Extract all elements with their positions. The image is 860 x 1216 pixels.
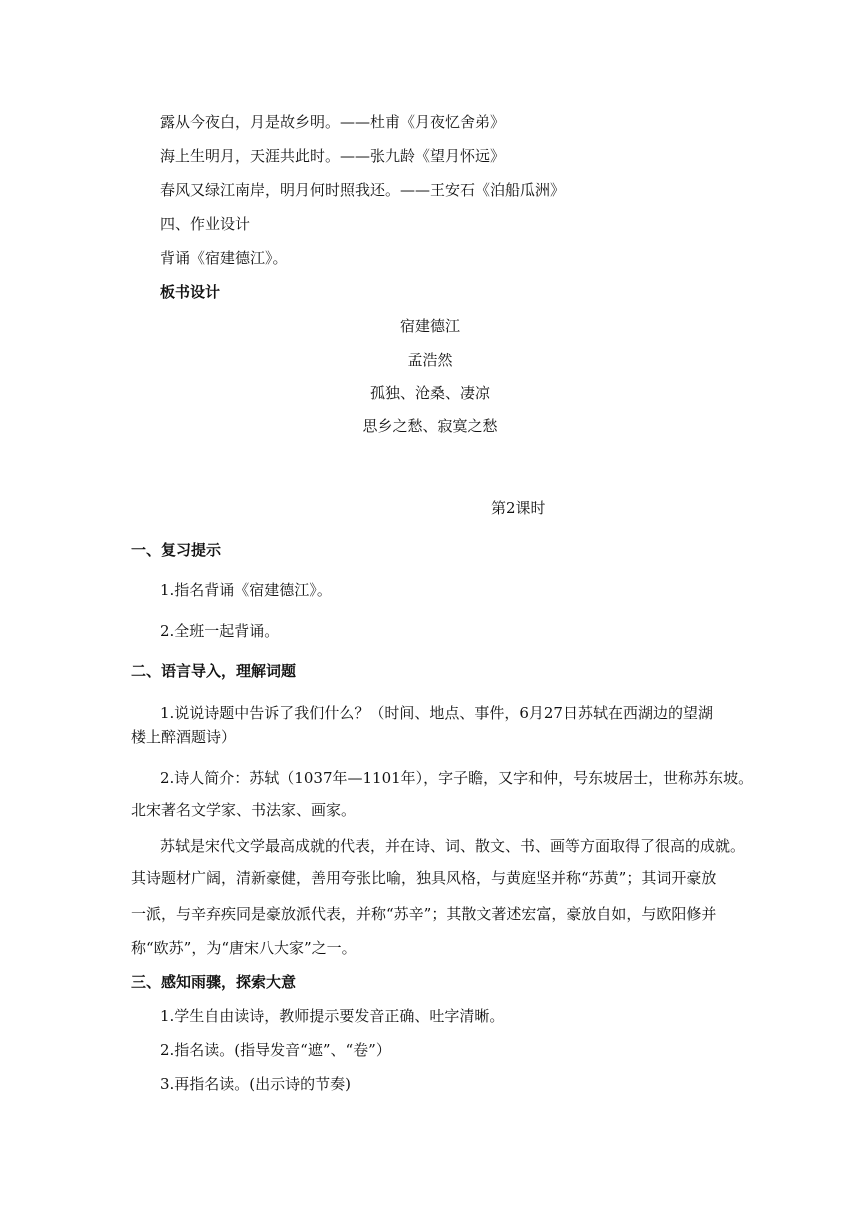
poet-bio-line: 2.诗人简介：苏轼（1037年—1101年），字子瞻，又字和仲，号东坡居士，世称苏东坡。 (160, 769, 754, 787)
intro-item-line: 楼上醉酒题诗） (131, 728, 237, 746)
poet-paragraph-line: 称“欧苏”，为“唐宋八大家”之一。 (131, 939, 357, 957)
poet-bio-line: 北宋著名文学家、书法家、画家。 (131, 801, 357, 819)
poet-paragraph-line: 一派，与辛弃疾同是豪放派代表，并称“苏辛”；其散文著述宏富，豪放自如，与欧阳修并 (131, 905, 717, 923)
section-heading-intro: 二、语言导入，理解词题 (131, 662, 297, 680)
perceive-item: 3.再指名读。(出示诗的节奏) (160, 1075, 352, 1093)
lesson-title: 第2课时 (491, 499, 546, 517)
poem-quote-line: 海上生明月，天涯共此时。——张九龄《望月怀远》 (160, 147, 506, 165)
poem-quote-line: 露从今夜白，月是故乡明。——杜甫《月夜忆舍弟》 (160, 113, 506, 131)
board-line-author: 孟浩然 (407, 351, 453, 369)
board-line-mood: 孤独、沧桑、凄凉 (369, 384, 490, 402)
section-heading-perceive: 三、感知雨骤，探索大意 (131, 973, 297, 991)
perceive-item: 2.指名读。(指导发音“遮”、“卷”） (160, 1041, 391, 1059)
board-line-theme: 思乡之愁、寂寞之愁 (362, 417, 498, 435)
perceive-item: 1.学生自由读诗，教师提示要发音正确、吐字清晰。 (160, 1007, 505, 1025)
section-heading-homework: 四、作业设计 (160, 215, 251, 233)
review-item: 2.全班一起背诵。 (160, 622, 280, 640)
poem-quote-line: 春风又绿江南岸，明月何时照我还。——王安石《泊船瓜洲》 (160, 181, 566, 199)
section-heading-review: 一、复习提示 (131, 541, 222, 559)
homework-text: 背诵《宿建德江》。 (160, 249, 288, 267)
board-line-title: 宿建德江 (399, 317, 460, 335)
poet-paragraph-line: 苏轼是宋代文学最高成就的代表，并在诗、词、散文、书、画等方面取得了很高的成就。 (160, 837, 746, 855)
poet-paragraph-line: 其诗题材广阔，清新豪健，善用夸张比喻，独具风格，与黄庭坚并称“苏黄”；其词开豪放 (131, 869, 717, 887)
intro-item-line: 1.说说诗题中告诉了我们什么？（时间、地点、事件，6月27日苏轼在西湖边的望湖 (160, 704, 713, 722)
board-design-heading: 板书设计 (160, 283, 221, 301)
review-item: 1.指名背诵《宿建德江》。 (160, 581, 332, 599)
